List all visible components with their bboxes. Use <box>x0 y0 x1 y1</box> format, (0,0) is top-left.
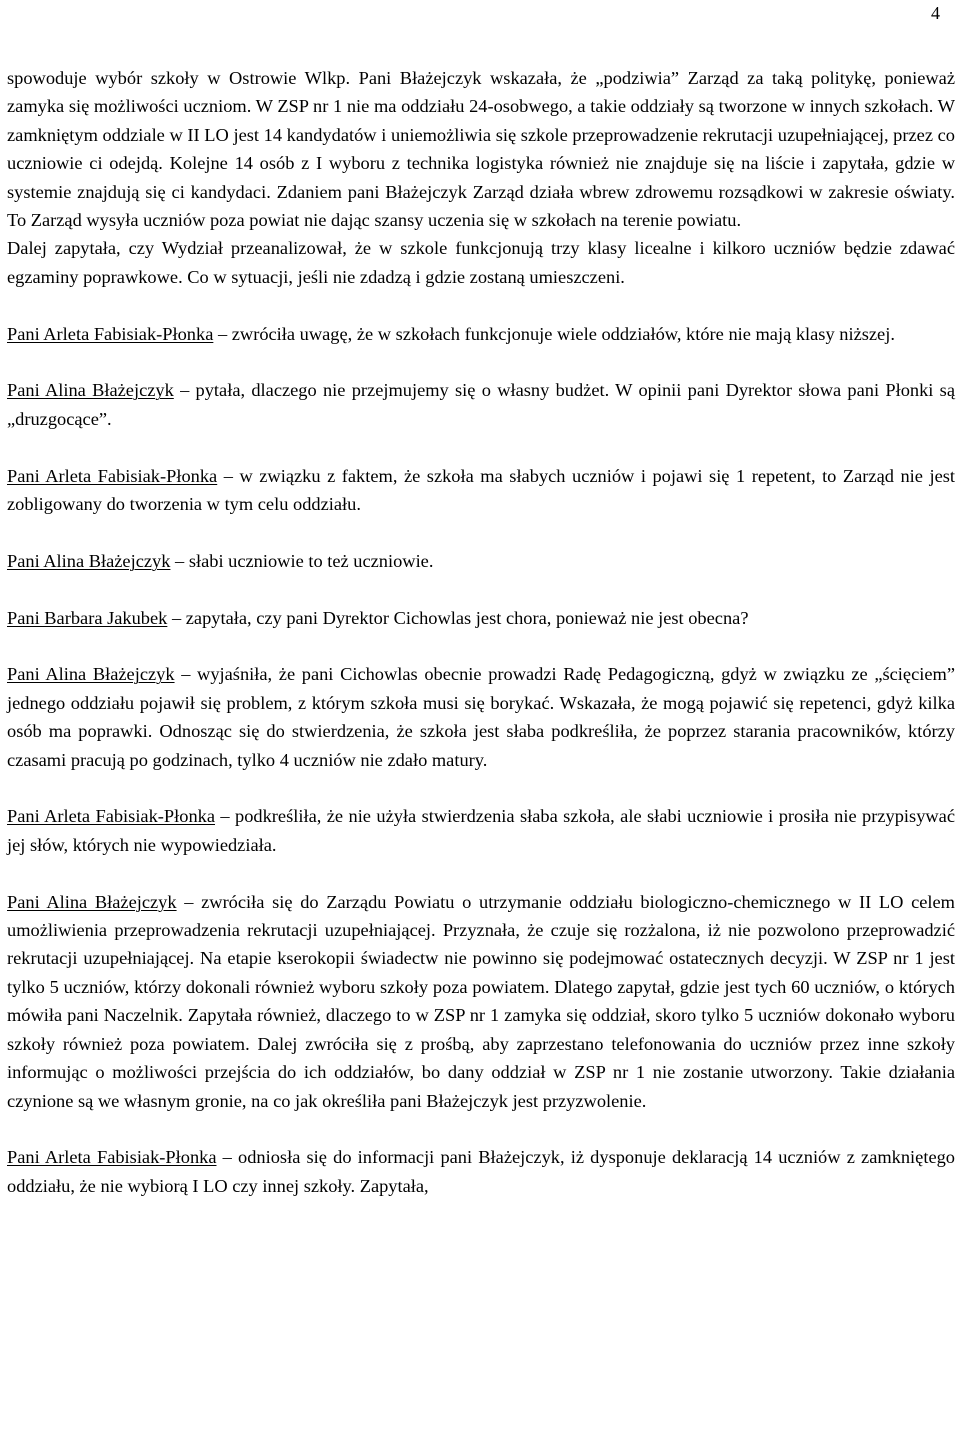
paragraph-text: – słabi uczniowie to też uczniowie. <box>170 550 434 571</box>
paragraph-10 <box>7 888 955 1115</box>
speaker-name: Pani Arleta Fabisiak-Płonka <box>7 1147 217 1168</box>
paragraph-text: – odniosła się do informacji pani Błażejczyk, iż dysponuje deklaracją 14 uczniów z zamkniętego oddziału, że nie wybiorą I LO czy innej szkoły. Zapytała, <box>7 1147 955 1196</box>
speaker-name: Pani Alina Błażejczyk <box>7 550 171 571</box>
paragraph-11 <box>7 1143 955 1200</box>
paragraph-1 <box>7 64 955 234</box>
paragraph-text: Dalej zapytała, czy Wydział przeanalizował, że w szkole funkcjonują trzy klasy licealne i kilkoro uczniów będzie zdawać egzaminy poprawkowe. Co w sytuacji, jeśli nie zdadzą i gdzie zostaną umieszczeni. <box>7 238 955 287</box>
speaker-name: Pani Arleta Fabisiak-Płonka <box>7 806 215 827</box>
page-number: 4 <box>931 3 940 23</box>
speaker-name: Pani Alina Błażejczyk <box>7 891 177 912</box>
paragraph-2 <box>7 234 955 291</box>
paragraph-8 <box>7 660 955 774</box>
paragraph-text: spowoduje wybór szkoły w Ostrowie Wlkp. Pani Błażejczyk wskazała, że „podziwia” Zarząd za taką politykę, ponieważ zamyka się możliwości uczniom. W ZSP nr 1 nie ma oddziału 24-osobwego, a takie oddziały są tworzone w innych szkołach. W zamkniętym oddziale w II LO jest 14 kandydatów i uniemożliwia się szkole przeprowadzenie rekrutacji uzupełniającej, przez co uczniowie ci odejdą. Kolejne 14 osób z I wyboru z technika logistyka również nie znajduje się na liście i zapytała, gdzie w systemie znajdują się ci kandydaci. Zdaniem pani Błażejczyk Zarząd działa wbrew zdrowemu rozsądkowi w zakresie oświaty. To Zarząd wysyła uczniów poza powiat nie dając szansy uczenia się w szkołach na terenie powiatu. <box>7 68 955 231</box>
paragraph-text: – zwróciła uwagę, że w szkołach funkcjonuje wiele oddziałów, które nie mają klasy niższej. <box>213 323 895 344</box>
paragraph-4 <box>7 376 955 433</box>
paragraph-text: – zwróciła się do Zarządu Powiatu o utrzymanie oddziału biologiczno-chemicznego w II LO celem umożliwienia przeprowadzenia rekrutacji uzupełniającej. Przyznała, że czuje się rozżalona, iż nie pozwolono przeprowadzić rekrutacji uzupełniającej. Na etapie kserokopii świadectw nie powinno się podejmować ostatecznych decyzji. W ZSP nr 1 jest tylko 5 uczniów, którzy dokonali również wyboru szkoły poza powiatem. Dlatego zapytał, gdzie jest tych 60 uczniów, o których mówiła pani Naczelnik. Zapytała również, dlaczego to w ZSP nr 1 zamyka się oddział, skoro tylko 5 uczniów dokonało wyboru szkoły również poza powiatem. Dalej zwróciła się z prośbą, aby zaprzestano telefonowania do uczniów przez inne szkoły informując o możliwości przejścia do ich oddziałów, bo dany oddział w ZSP nr 1 nie zostanie utworzony. Takie działania czynione są we własnym gronie, na co jak określiła pani Błażejczyk jest przyzwolenie. <box>7 891 955 1111</box>
paragraph-7 <box>7 604 955 632</box>
paragraph-9 <box>7 802 955 859</box>
paragraph-5 <box>7 462 955 519</box>
speaker-name: Pani Arleta Fabisiak-Płonka <box>7 323 214 344</box>
speaker-name: Pani Barbara Jakubek <box>7 607 168 628</box>
document-body <box>7 64 955 1200</box>
paragraph-text: – podkreśliła, że nie użyła stwierdzenia słaba szkoła, ale słabi uczniowie i prosiła nie przypisywać jej słów, których nie wypowiedziała. <box>7 806 955 855</box>
paragraph-3 <box>7 320 955 348</box>
speaker-name: Pani Alina Błażejczyk <box>7 664 175 685</box>
paragraph-text: – zapytała, czy pani Dyrektor Cichowlas jest chora, ponieważ nie jest obecna? <box>167 607 749 628</box>
paragraph-6 <box>7 547 955 575</box>
paragraph-text: – pytała, dlaczego nie przejmujemy się o własny budżet. W opinii pani Dyrektor słowa pani Płonki są „druzgocące”. <box>7 380 955 429</box>
speaker-name: Pani Arleta Fabisiak-Płonka <box>7 465 218 486</box>
speaker-name: Pani Alina Błażejczyk <box>7 380 174 401</box>
paragraph-text: – wyjaśniła, że pani Cichowlas obecnie prowadzi Radę Pedagogiczną, gdyż w związku ze „ścięciem” jednego oddziału pojawił się problem, z którym szkoła musi się borykać. Wskazała, że mogą pojawić się repetenci, gdyż kilka osób ma poprawki. Odnosząc się do stwierdzenia, że szkoła jest słaba podkreśliła, że poprzez starania pracowników, którzy czasami pracują po godzinach, tylko 4 uczniów nie zdało matury. <box>7 664 955 770</box>
paragraph-text: – w związku z faktem, że szkoła ma słabych uczniów i pojawi się 1 repetent, to Zarząd nie jest zobligowany do tworzenia w tym celu oddziału. <box>7 465 955 515</box>
